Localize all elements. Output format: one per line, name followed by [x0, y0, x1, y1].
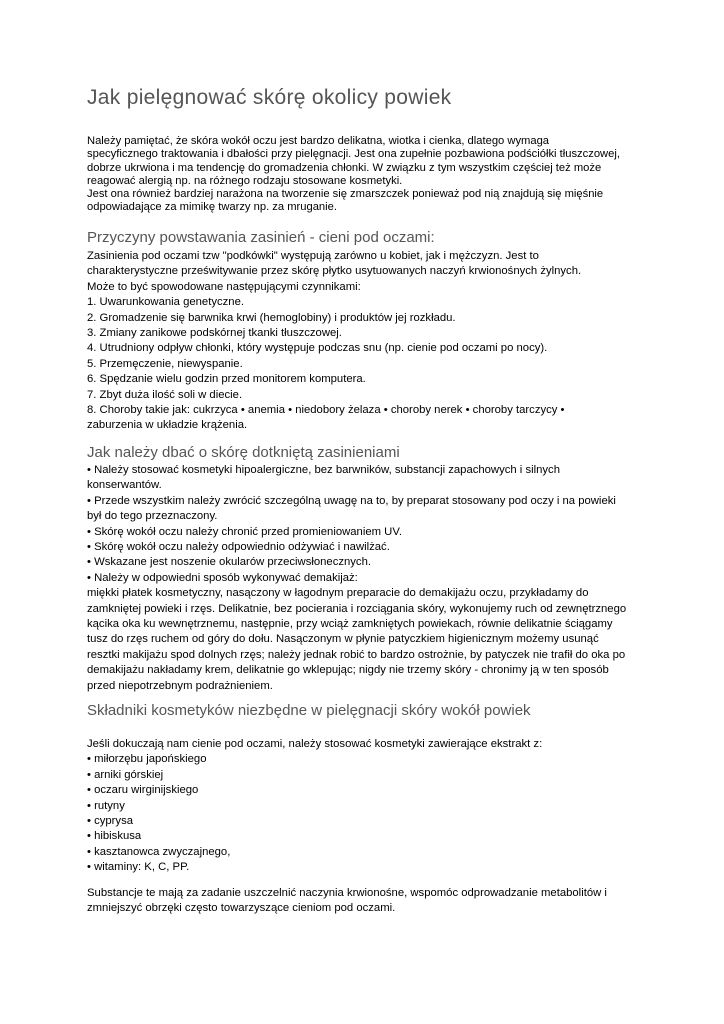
text-line: Zasinienia pod oczami tzw "podkówki" występują zarówno u kobiet, jak i mężczyzn. Jest to	[87, 250, 539, 262]
list-item: • cyprysa	[87, 815, 134, 828]
text-line: resztki makijażu spod dolnych rzęs; należy jednak robić to bardzo ostrożnie, by patyczek nie trafił do oka po	[87, 648, 626, 661]
text-line: • Wskazane jest noszenie okularów przeciwsłonecznych.	[87, 556, 371, 569]
intro-line: odpowiadające za mimikę twarzy np. za mruganie.	[87, 201, 337, 214]
intro-line: specyficznego traktowania i dbałości przy pielęgnacji. Jest ona zupełnie pozbawiona podściółki tłuszczowej,	[87, 148, 620, 161]
text-line: charakterystyczne prześwitywanie przez skórę płytko usytuowanych naczyń krwionośnych żylnych.	[87, 265, 582, 278]
list-item: 6. Spędzanie wielu godzin przed monitorem komputera.	[87, 373, 366, 386]
section-body-ingredients	[87, 737, 542, 876]
list-item: 3. Zmiany zanikowe podskórnej tkanki tłuszczowej.	[87, 327, 342, 340]
list-item: • kasztanowca zwyczajnego,	[87, 845, 231, 858]
list-item: 8. Choroby takie jak: cukrzyca • anemia • niedobory żelaza • choroby nerek • choroby tarczycy •	[87, 404, 565, 417]
text-line: konserwantów.	[87, 479, 162, 492]
text-line: • Należy stosować kosmetyki hipoalergiczne, bez barwników, substancji zapachowych i silnych	[87, 464, 560, 476]
section-heading-causes: Przyczyny powstawania zasinień - cieni pod oczami:	[87, 229, 435, 246]
text-line: demakijażu nakładamy krem, delikatnie go wklepując; nigdy nie trzemy skóry - chronimy ją w ten sposób	[87, 664, 609, 677]
text-line: zamkniętej powieki i rzęs. Delikatnie, bez pocierania i rozciągania skóry, wykonujemy ruch od zewnętrznego	[87, 602, 627, 615]
text-line: był do tego przeznaczony.	[87, 510, 218, 523]
section-heading-ingredients: Składniki kosmetyków niezbędne w pielęgnacji skóry wokół powiek	[87, 702, 531, 719]
text-line: miękki płatek kosmetyczny, nasączony w łagodnym preparacie do demakijażu oczu, przykładamy do	[87, 587, 589, 600]
list-item: 5. Przemęczenie, niewyspanie.	[87, 357, 243, 370]
list-item: 4. Utrudniony odpływ chłonki, który występuje podczas snu (np. cienie pod oczami po nocy).	[87, 342, 548, 355]
text-line: zmniejszyć obrzęki często towarzyszące cieniom pod oczami.	[87, 902, 396, 915]
text-line: Substancje te mają za zadanie uszczelnić naczynia krwionośne, wspomóc odprowadzanie metabolitów i	[87, 887, 607, 899]
list-item: 1. Uwarunkowania genetyczne.	[87, 296, 244, 309]
text-line: Jeśli dokuczają nam cienie pod oczami, należy stosować kosmetyki zawierające ekstrakt z:	[87, 738, 543, 750]
section-body-causes	[87, 249, 581, 434]
closing-paragraph	[87, 886, 607, 917]
text-line: • Należy w odpowiedni sposób wykonywać demakijaż:	[87, 571, 358, 584]
text-line: tusz do rzęs ruchem od góry do dołu. Nasączonym w płynie patyczkiem higienicznym możemy usunąć	[87, 633, 599, 646]
intro-line: Należy pamiętać, że skóra wokół oczu jest bardzo delikatna, wiotka i cienka, dlatego wymaga	[87, 135, 550, 147]
list-item: • miłorzębu japońskiego	[87, 753, 207, 766]
text-line: • Przede wszystkim należy zwrócić szczególną uwagę na to, by preparat stosowany pod oczy i na powieki	[87, 494, 616, 507]
intro-line: reagować alergią np. na różnego rodzaju stosowane kosmetyki.	[87, 174, 403, 187]
list-item: 2. Gromadzenie się barwnika krwi (hemoglobiny) i produktów jej rozkładu.	[87, 311, 456, 324]
section-body-care	[87, 463, 626, 694]
intro-paragraph	[87, 135, 620, 215]
text-line: kącika oka ku wewnętrznemu, następnie, przy wciąż zamkniętych powiekach, równie delikatnie ściągamy	[87, 618, 613, 631]
list-item: • rutyny	[87, 799, 125, 812]
list-item: • arniki górskiej	[87, 768, 164, 781]
text-line: przed niepotrzebnym podrażnieniem.	[87, 679, 273, 692]
text-line: • Skórę wokół oczu należy odpowiednio odżywiać i nawilżać.	[87, 541, 390, 554]
list-item: • hibiskusa	[87, 830, 142, 843]
text-line: Może to być spowodowane następującymi czynnikami:	[87, 280, 361, 293]
intro-line: Jest ona również bardziej narażona na tworzenie się zmarszczek ponieważ pod nią znajdują się mięśnie	[87, 188, 604, 201]
list-item: zaburzenia w układzie krążenia.	[87, 419, 248, 432]
section-heading-care: Jak należy dbać o skórę dotkniętą zasinieniami	[87, 444, 400, 461]
text-line: • Skórę wokół oczu należy chronić przed promieniowaniem UV.	[87, 525, 402, 538]
list-item: • witaminy: K, C, PP.	[87, 861, 190, 874]
list-item: 7. Zbyt duża ilość soli w diecie.	[87, 388, 243, 401]
document-title: Jak pielęgnować skórę okolicy powiek	[87, 86, 452, 109]
list-item: • oczaru wirginijskiego	[87, 784, 199, 797]
intro-line: dobrze ukrwiona i ma tendencję do gromadzenia chłonki. W związku z tym wszystkim częściej też może	[87, 161, 602, 174]
